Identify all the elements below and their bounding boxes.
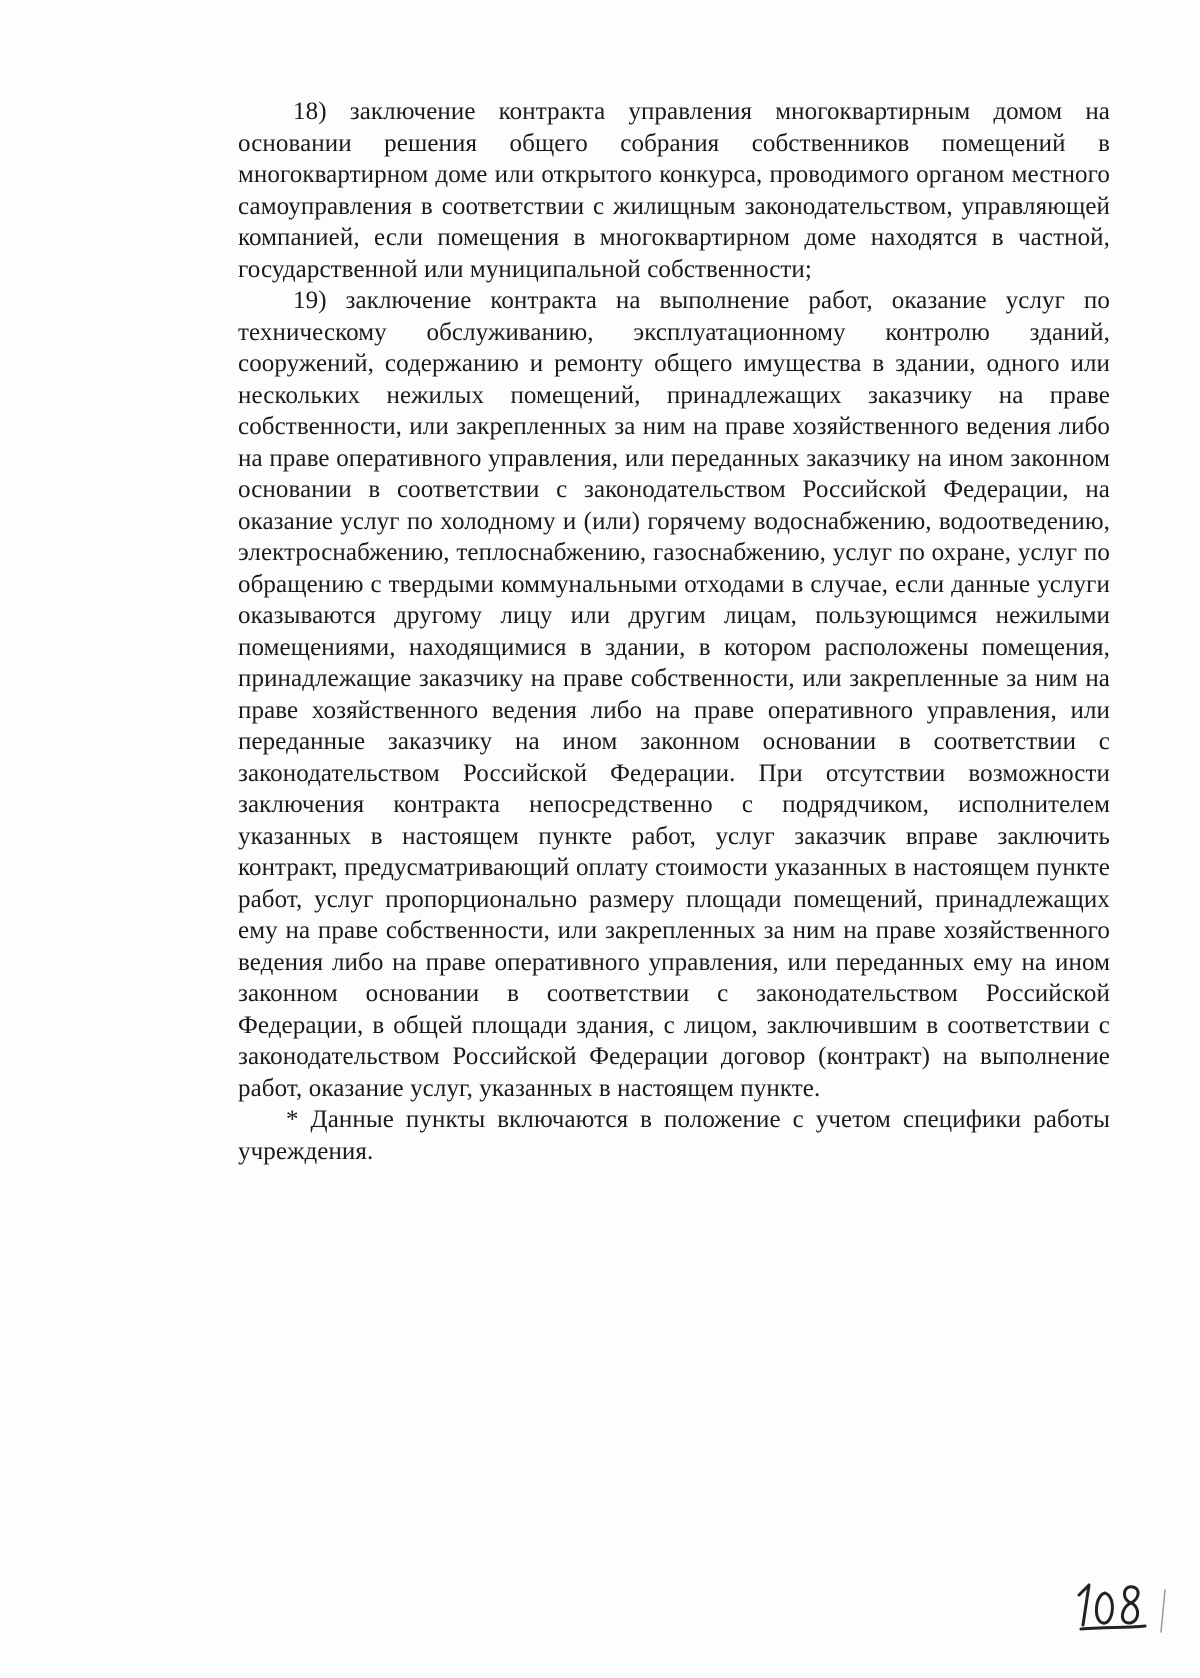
handwritten-page-number <box>1075 1577 1147 1633</box>
footnote: * Данные пункты включаются в положение с учетом специфики работы учреждения. <box>238 1106 1110 1165</box>
document-body <box>238 96 1110 1167</box>
paragraph-item-19: 19) заключение контракта на выполнение работ, оказание услуг по техническому обслуживанию, эксплуатационному контролю зданий, сооружений, содержанию и ремонту общего имущества в здании, одного или нескольких нежилых помещений, принадлежащих заказчику на праве собственности, или закрепленных за ним на праве хозяйственного ведения либо на праве оперативного управления, или переданных заказчику на ином законном основании в соответствии с законодательством Российской Федерации, на оказание услуг по холодному и (или) горячему водоснабжению, водоотведению, электроснабжению, теплоснабжению, газоснабжению, услуг по охране, услуг по обращению с твердыми коммунальными отходами в случае, если данные услуги оказываются другому лицу или другим лицам, пользующимся нежилыми помещениями, находящимися в здании, в котором расположены помещения, принадлежащие заказчику на праве собственности, или закрепленные за ним на праве хозяйственного ведения либо на праве оперативного управления, или переданные заказчику на ином законном основании в соответствии с законодательством Российской Федерации. При отсутствии возможности заключения контракта непосредственно с подрядчиком, исполнителем указанных в настоящем пункте работ, услуг заказчик вправе заключить контракт, предусматривающий оплату стоимости указанных в настоящем пункте работ, услуг пропорционально размеру площади помещений, принадлежащих ему на праве собственности, или закрепленных за ним на праве хозяйственного ведения либо на праве оперативного управления, или переданных ему на ином законном основании в соответствии с законодательством Российской Федерации, в общей площади здания, с лицом, заключившим в соответствии с законодательством Российской Федерации договор (контракт) на выполнение работ, оказание услуг, указанных в настоящем пункте. <box>238 287 1110 1102</box>
margin-mark <box>1158 1588 1168 1634</box>
paragraph-item-18: 18) заключение контракта управления многоквартирным домом на основании решения общего собрания собственников помещений в многоквартирном доме или открытого конкурса, проводимого органом местного самоуправления в соответствии с жилищным законодательством, управляющей компанией, если помещения в многоквартирном доме находятся в частной, государственной или муниципальной собственности; <box>238 98 1110 283</box>
